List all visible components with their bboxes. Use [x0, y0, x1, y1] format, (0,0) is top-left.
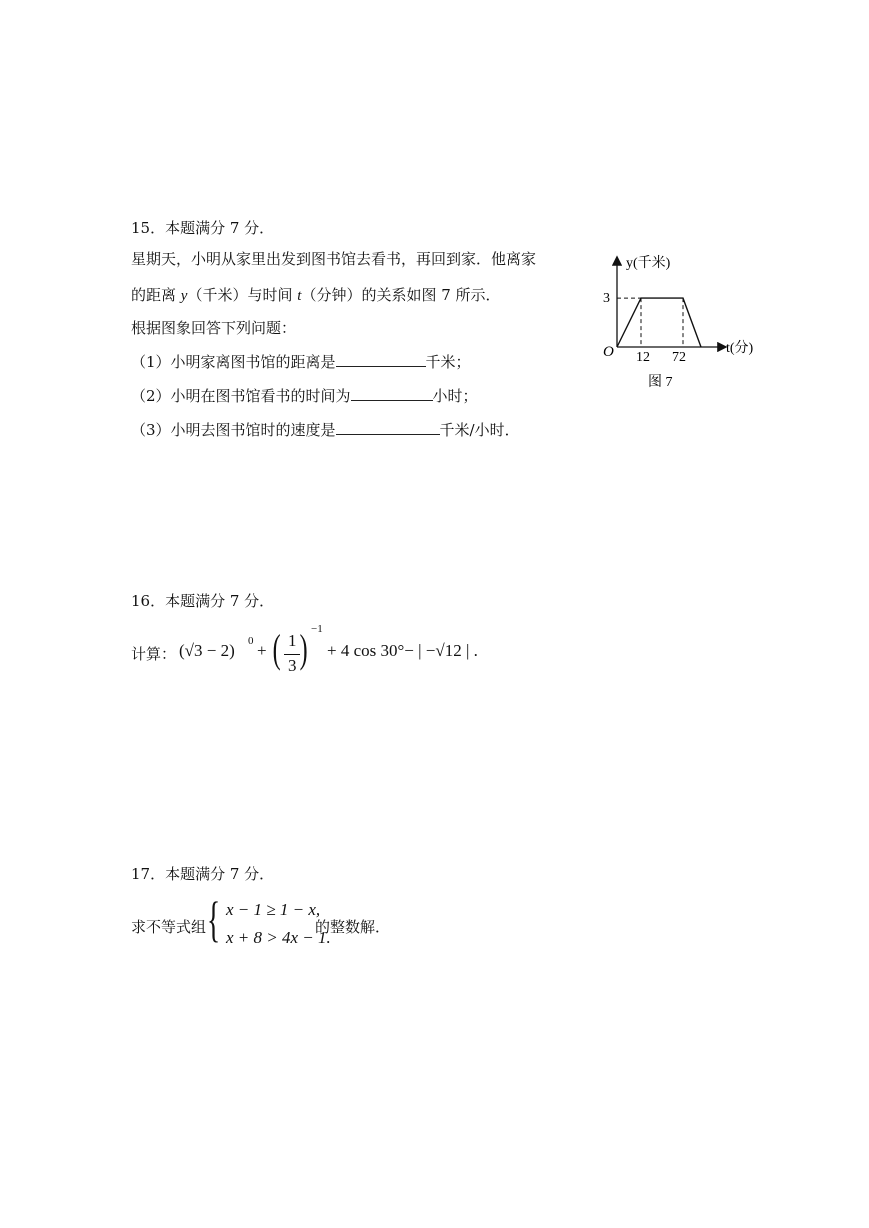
q17-inequality-2: x + 8 > 4x − 1. — [226, 928, 331, 947]
figure-caption: 图 7 — [648, 375, 673, 390]
q15-sub-2-text: （2）小明在图书馆看书的时间为 — [131, 387, 351, 405]
q15-sub-1 — [131, 352, 471, 372]
x-tick-label-72: 72 — [672, 350, 686, 365]
q15-paragraph-2 — [131, 285, 501, 306]
q16-term-a: (√3 − 2) — [179, 641, 235, 660]
q16-title: 16．本题满分 7 分． — [131, 592, 275, 610]
q16-frac-denominator: 3 — [288, 656, 297, 675]
q15-p2-b: （千米）与时间 — [187, 286, 293, 304]
x-axis-label: t(分) — [726, 341, 754, 356]
q16-exponent-0: 0 — [248, 635, 254, 647]
q15-sub-3-text: （3）小明去图书馆时的速度是 — [131, 421, 336, 439]
q15-p2-a: 的距离 — [131, 286, 177, 304]
q15-paragraph-1: 星期天，小明从家里出发到图书馆去看书，再回到家．他离家 — [131, 250, 537, 268]
q15-sub-1-unit: 千米； — [425, 353, 471, 371]
q15-sub-2-unit: 小时； — [432, 387, 478, 405]
q15-p2-t: t — [297, 288, 302, 304]
plot-layer — [617, 298, 701, 347]
q16-left-paren: ( — [272, 626, 281, 671]
answer-blank-3[interactable] — [336, 420, 440, 435]
q17-inequality-system — [131, 891, 431, 956]
q16-prefix: 计算： — [131, 645, 177, 663]
q16-plus: + — [257, 641, 267, 660]
figure-7-graph — [595, 250, 765, 400]
answer-blank-1[interactable] — [336, 352, 426, 367]
q15-title: 15．本题满分 7 分． — [131, 219, 275, 237]
q16-frac-bar — [284, 654, 300, 655]
q15-sub-3 — [131, 420, 520, 440]
q17-suffix: 的整数解． — [315, 918, 391, 936]
q15-p2-c: （分钟）的关系如图 7 所示． — [301, 286, 501, 304]
q17-inequality-1: x − 1 ≥ 1 − x, — [226, 900, 321, 919]
q16-frac-numerator: 1 — [288, 631, 297, 650]
q16-term-b: + 4 cos 30°− | −√12 | . — [327, 641, 478, 660]
q17-title: 17．本题满分 7 分． — [131, 865, 275, 883]
distance-time-line — [617, 298, 701, 347]
q15-p2-y: y — [180, 288, 188, 304]
x-tick-label-12: 12 — [636, 350, 650, 365]
q16-right-paren: ) — [299, 626, 308, 671]
q15-sub-2 — [131, 386, 478, 406]
q15-sub-1-text: （1）小明家离图书馆的距离是 — [131, 353, 336, 371]
y-axis-label: y(千米) — [626, 256, 671, 271]
origin-label: O — [603, 344, 614, 360]
q16-exponent-neg1: −1 — [311, 623, 323, 635]
q17-prefix: 求不等式组 — [131, 918, 207, 936]
q15-paragraph-3: 根据图象回答下列问题： — [131, 319, 297, 337]
q17-brace: { — [207, 891, 221, 947]
y-tick-label-3: 3 — [603, 291, 610, 306]
q16-expression — [131, 623, 491, 681]
answer-blank-2[interactable] — [351, 386, 433, 401]
q15-sub-3-unit: 千米/小时． — [439, 421, 520, 439]
